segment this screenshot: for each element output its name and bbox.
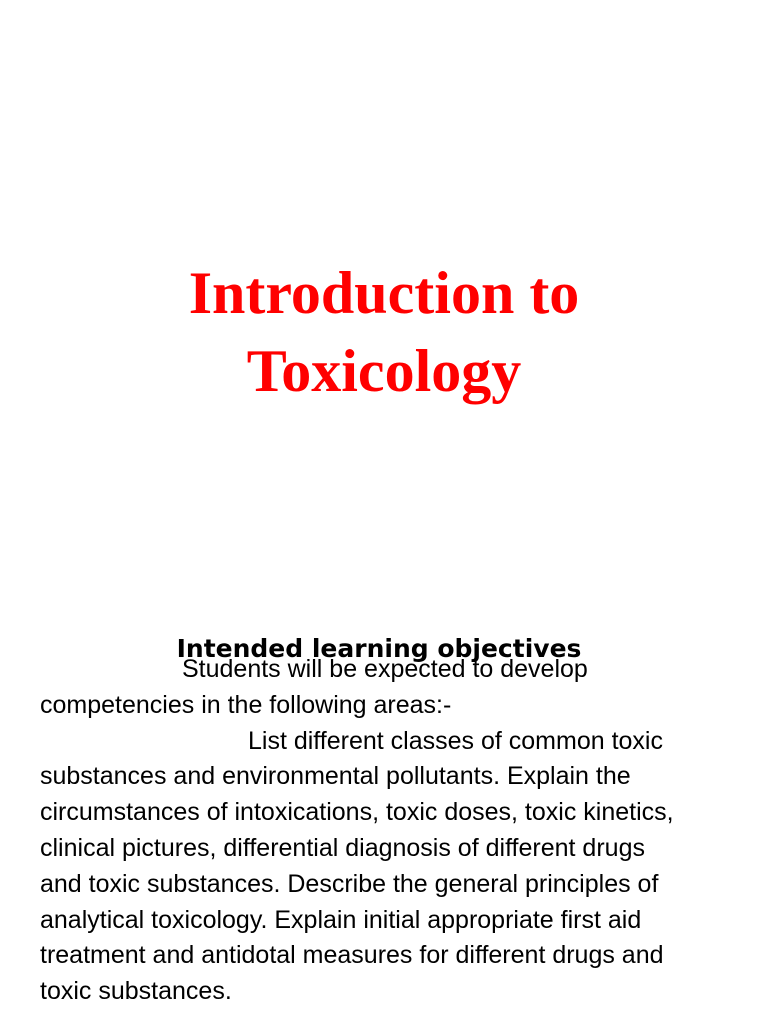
intro-line: competencies in the following areas:- [40,690,452,719]
body-line: and toxic substances. Describe the general principles of [40,869,659,898]
body-line: clinical pictures, differential diagnosis of different drugs [40,833,645,862]
body-line: analytical toxicology. Explain initial appropriate first aid [40,905,642,934]
body-line: toxic substances. [40,977,232,1006]
page-title [0,254,768,410]
title-line-2: Toxicology [246,338,522,405]
objectives-body [40,652,740,1010]
intro-line: Students will be expected to develop [182,655,588,683]
title-line-1: Introduction to [188,260,580,327]
objectives-heading: Intended learning objectives [176,633,582,663]
body-line: substances and environmental pollutants. Explain the [40,762,631,791]
body-line: treatment and antidotal measures for different drugs and [40,941,664,970]
body-line: circumstances of intoxications, toxic doses, toxic kinetics, [40,798,674,827]
body-line: List different classes of common toxic [248,726,663,755]
